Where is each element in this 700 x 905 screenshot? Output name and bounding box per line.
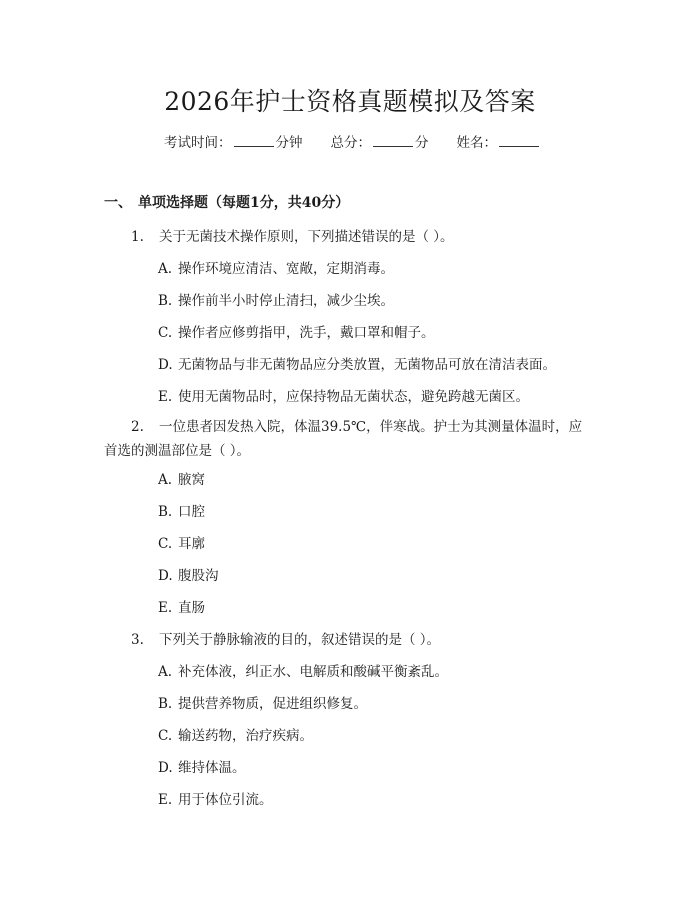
- question-1-option-c[interactable]: [158, 321, 435, 341]
- option-letter: E.: [158, 600, 173, 616]
- option-text: 使用无菌物品时，应保持物品无菌状态，避免跨越无菌区。: [178, 389, 529, 405]
- exam-name: [457, 131, 542, 151]
- exam-meta: [164, 131, 541, 151]
- exam-score-blank: [373, 136, 413, 147]
- option-letter: A.: [158, 664, 173, 680]
- page-title: 2026年护士资格真题模拟及答案: [164, 87, 536, 116]
- option-letter: A.: [158, 472, 173, 488]
- question-1-option-a[interactable]: [158, 257, 394, 277]
- question-number: 1.: [131, 229, 144, 245]
- exam-time-blank: [234, 136, 274, 147]
- question-1: [131, 225, 454, 245]
- question-3-option-a[interactable]: [158, 660, 448, 680]
- exam-score-label: 总分：: [330, 135, 371, 151]
- question-3-option-e[interactable]: [158, 788, 273, 808]
- question-text: 关于无菌技术操作原则，下列描述错误的是（ ）。: [159, 229, 454, 245]
- option-text: 操作前半小时停止清扫，减少尘埃。: [178, 293, 394, 309]
- option-text: 腋窝: [178, 472, 205, 488]
- question-number: 3.: [131, 632, 144, 648]
- option-text: 输送药物，治疗疾病。: [178, 728, 313, 744]
- question-1-option-d[interactable]: [158, 353, 556, 373]
- question-number: 2.: [131, 419, 144, 435]
- option-text: 腹股沟: [178, 568, 219, 584]
- option-letter: B.: [158, 293, 173, 309]
- option-letter: E.: [158, 389, 173, 405]
- option-letter: B.: [158, 504, 173, 520]
- option-text: 提供营养物质，促进组织修复。: [178, 696, 367, 712]
- exam-time: [164, 131, 303, 151]
- exam-score-unit: 分: [415, 135, 429, 151]
- option-letter: C.: [158, 728, 173, 744]
- option-letter: D.: [158, 760, 173, 776]
- question-text: 下列关于静脉输液的目的，叙述错误的是（ ）。: [159, 632, 441, 648]
- question-2-option-e[interactable]: [158, 596, 205, 616]
- question-3-option-b[interactable]: [158, 692, 367, 712]
- option-text: 直肠: [178, 600, 205, 616]
- question-2-option-d[interactable]: [158, 564, 219, 584]
- question-3-option-d[interactable]: [158, 756, 246, 776]
- question-2-option-b[interactable]: [158, 500, 205, 520]
- option-letter: A.: [158, 261, 173, 277]
- option-text: 用于体位引流。: [178, 792, 273, 808]
- exam-name-label: 姓名：: [456, 135, 497, 151]
- option-text: 操作者应修剪指甲，洗手，戴口罩和帽子。: [178, 325, 435, 341]
- exam-time-unit: 分钟: [275, 135, 303, 151]
- exam-name-blank: [499, 136, 539, 147]
- question-2: [131, 415, 582, 435]
- question-1-option-b[interactable]: [158, 289, 394, 309]
- question-3-option-c[interactable]: [158, 724, 313, 744]
- option-text: 补充体液，纠正水、电解质和酸碱平衡紊乱。: [178, 664, 448, 680]
- question-text-line1: 一位患者因发热入院，体温39.5℃，伴寒战。护士为其测量体温时，应: [159, 419, 583, 435]
- option-text: 无菌物品与非无菌物品应分类放置，无菌物品可放在清洁表面。: [178, 357, 556, 373]
- option-text: 口腔: [178, 504, 205, 520]
- question-2-option-c[interactable]: [158, 532, 205, 552]
- option-letter: B.: [158, 696, 173, 712]
- question-1-option-e[interactable]: [158, 385, 529, 405]
- section-label: 单项选择题（每题1分，共40分）: [138, 195, 350, 211]
- exam-score: [331, 131, 429, 151]
- exam-time-label: 考试时间：: [164, 135, 232, 151]
- section-heading: [104, 192, 349, 212]
- section-number: 一、: [104, 195, 132, 211]
- option-letter: C.: [158, 325, 173, 341]
- option-text: 耳廓: [178, 536, 205, 552]
- question-text-line2: 首选的测温部位是（ ）。: [104, 443, 251, 459]
- question-3: [131, 628, 440, 648]
- option-letter: E.: [158, 792, 173, 808]
- option-text: 维持体温。: [178, 760, 246, 776]
- option-text: 操作环境应清洁、宽敞，定期消毒。: [178, 261, 394, 277]
- option-letter: D.: [158, 357, 173, 373]
- question-2-continued: [104, 439, 250, 459]
- option-letter: C.: [158, 536, 173, 552]
- option-letter: D.: [158, 568, 173, 584]
- question-2-option-a[interactable]: [158, 468, 205, 488]
